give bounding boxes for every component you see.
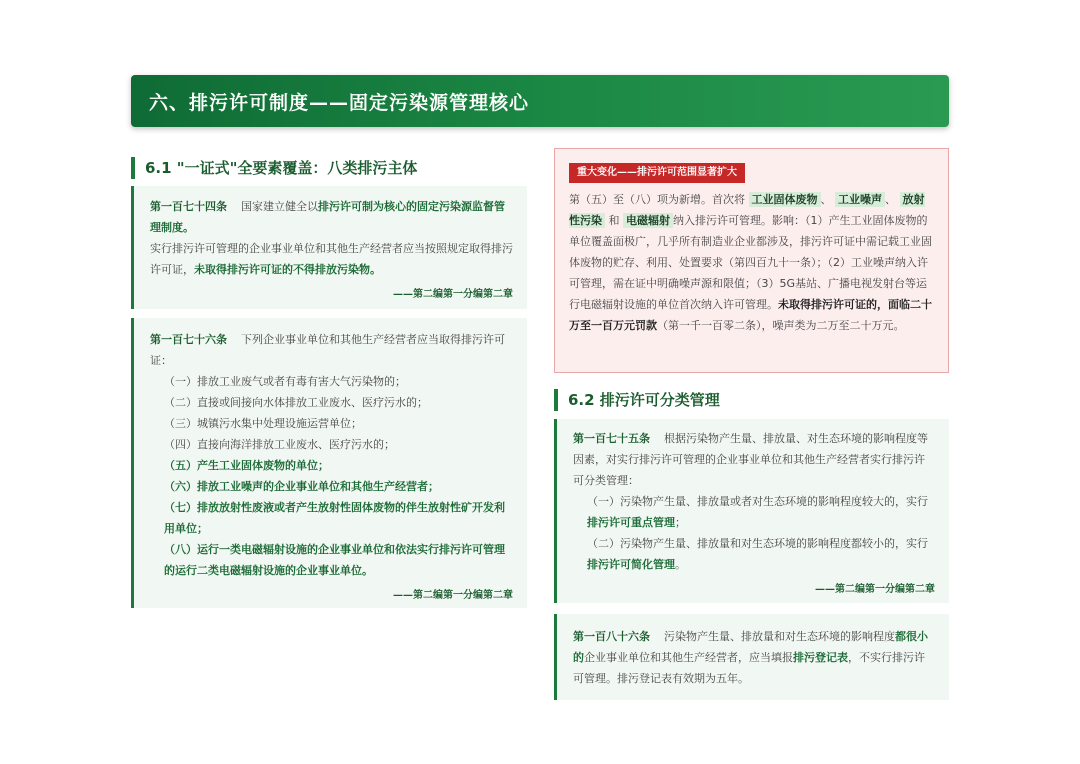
article-number: 第一百七十四条: [150, 200, 227, 213]
section-title-6-1: 6.1 "一证式"全要素覆盖：八类排污主体: [131, 157, 417, 179]
list-item-new: （七）排放放射性废液或者产生放射性固体废物的伴生放射性矿开发利用单位；: [164, 501, 505, 535]
article-174-text: 第一百七十四条 国家建立健全以排污许可制为核心的固定污染源监督管理制度。: [150, 200, 505, 234]
source-note: ——第二编第一分编第二章: [815, 584, 935, 595]
page-header: [131, 75, 949, 127]
highlight-term: 电磁辐射: [623, 213, 673, 228]
page-title: 六、排污许可制度——固定污染源管理核心: [149, 91, 530, 114]
list-item: （三）城镇污水集中处理设施运营单位；: [164, 417, 362, 430]
highlight-term: 放射性污染: [569, 193, 925, 227]
article-card-176: [131, 318, 527, 608]
highlight-term: 工业固体废物: [749, 192, 821, 207]
article-186-text: 第一百八十六条 污染物产生量、排放量和对生态环境的影响程度都很小的企业事业单位和其他生产经营者，应当填报排污登记表，不实行排污许可管理。排污登记表有效期为五年。: [573, 630, 928, 685]
article-card-186: [554, 614, 949, 700]
alert-badge: 重大变化——排污许可范围显著扩大: [569, 163, 745, 183]
alert-text: 第（五）至（八）项为新增。首次将 工业固体废物 、 工业噪声 、 放射性污染 和 电磁辐射 纳入排污许可管理。影响：（1）产生工业固体废物的单位覆盖面极广，几乎所有制造业企业都涉及，排污许可证中需记载工业固体废物的贮存、利用、处置要求（第四百九十一条）；（2）工业噪声纳入许可管理，需在证中明确噪声源和限值；（3）5G基站、广播电视发射台等运行电磁辐射设施的单位首次纳入许可管理。未取得排污许可证的，面临二十万至一百万元罚款（第一千一百零二条），噪声类为二万至二十万元。: [569, 193, 932, 332]
list-item-new: （六）排放工业噪声的企业事业单位和其他生产经营者；: [164, 480, 439, 493]
list-item: （一）污染物产生量、排放量或者对生态环境的影响程度较大的，实行排污许可重点管理；: [587, 495, 928, 529]
article-174-paragraph: 实行排污许可管理的企业事业单位和其他生产经营者应当按照规定取得排污许可证，未取得排污许可证的不得排放污染物。: [150, 242, 513, 276]
article-number: 第一百七十六条: [150, 333, 227, 346]
article-number: 第一百八十六条: [573, 630, 650, 643]
list-item: （一）排放工业废气或者有毒有害大气污染物的；: [164, 375, 406, 388]
list-item: （四）直接向海洋排放工业废水、医疗污水的；: [164, 438, 395, 451]
source-note: ——第二编第一分编第二章: [393, 590, 513, 601]
section-title-6-2: 6.2 排污许可分类管理: [554, 389, 720, 411]
list-item-new: （八）运行一类电磁辐射设施的企业事业单位和依法实行排污许可管理的运行二类电磁辐射设施的企业事业单位。: [164, 543, 505, 577]
article-card-175: [554, 419, 949, 603]
article-175-intro: 第一百七十五条 根据污染物产生量、排放量、对生态环境的影响程度等因素，对实行排污许可管理的企业事业单位和其他生产经营者实行排污许可分类管理：: [573, 432, 928, 487]
list-item: （二）污染物产生量、排放量和对生态环境的影响程度都较小的，实行排污许可简化管理。: [587, 537, 928, 571]
highlight-term: 工业噪声: [835, 192, 885, 207]
list-item: （二）直接或间接向水体排放工业废水、医疗污水的；: [164, 396, 428, 409]
article-number: 第一百七十五条: [573, 432, 650, 445]
source-note: ——第二编第一分编第二章: [393, 289, 513, 300]
article-card-174: [131, 186, 527, 309]
article-176-intro: 第一百七十六条 下列企业事业单位和其他生产经营者应当取得排污许可证：: [150, 333, 505, 367]
major-change-alert: [554, 148, 949, 373]
list-item-new: （五）产生工业固体废物的单位；: [164, 459, 329, 472]
